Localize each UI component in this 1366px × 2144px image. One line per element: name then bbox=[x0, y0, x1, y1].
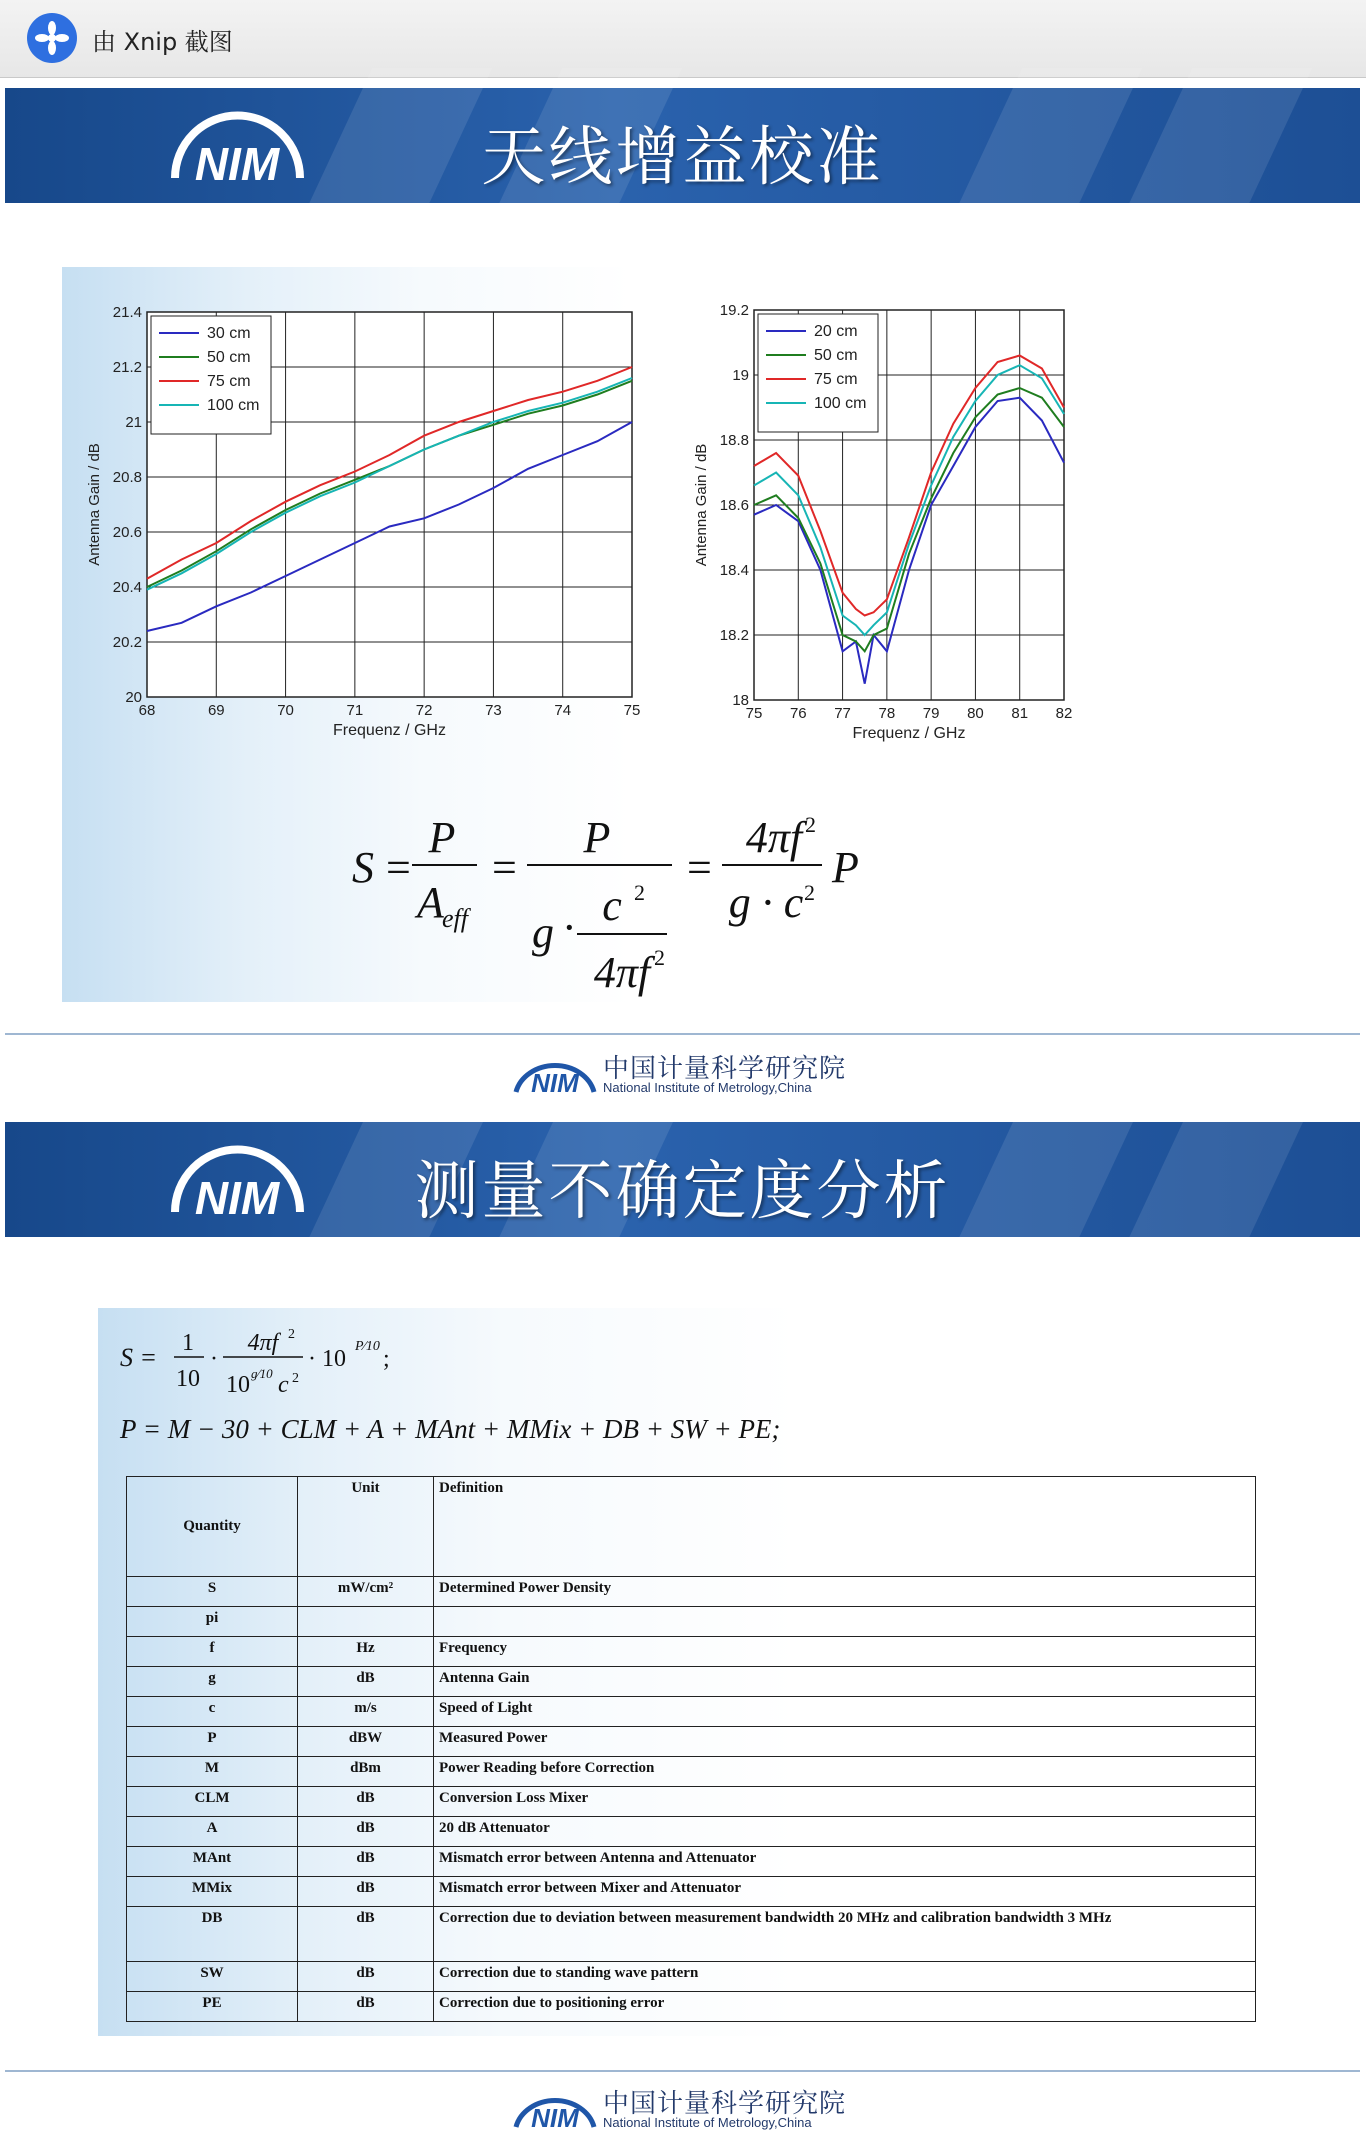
table-row bbox=[127, 1847, 1256, 1877]
formula-t2-den-g: g bbox=[532, 908, 554, 957]
unit-cell: dB bbox=[298, 1907, 434, 1962]
institute-name-cn: 中国计量科学研究院 bbox=[603, 1054, 847, 1084]
x-tick-label: 79 bbox=[922, 705, 940, 722]
unit-cell: dB bbox=[298, 1787, 434, 1817]
definition-cell: Speed of Light bbox=[434, 1697, 1256, 1727]
table-row bbox=[127, 1907, 1256, 1962]
unit-cell: dB bbox=[298, 1847, 434, 1877]
window-title: 由 Xnip 截图 bbox=[92, 28, 233, 56]
definition-cell: Correction due to standing wave pattern bbox=[434, 1962, 1256, 1992]
power-density-equation bbox=[118, 1320, 538, 1415]
nim-small-logo bbox=[512, 1052, 598, 1096]
x-axis-label: Frequenz / GHz bbox=[852, 725, 966, 742]
formula-t2-inner-den: 4πf bbox=[593, 948, 651, 997]
y-tick-label: 18.2 bbox=[719, 627, 749, 644]
y-axis-label: Antenna Gain / dB bbox=[86, 443, 103, 566]
slide1-footer bbox=[512, 1048, 847, 1100]
svg-text:2: 2 bbox=[292, 1371, 299, 1386]
definition-cell bbox=[434, 1607, 1256, 1637]
quantity-cell: CLM bbox=[127, 1787, 298, 1817]
legend-label: 75 cm bbox=[207, 373, 251, 390]
y-tick-label: 18.6 bbox=[719, 497, 749, 514]
scissors-icon bbox=[35, 21, 69, 55]
svg-text:4πf: 4πf bbox=[247, 1330, 279, 1356]
y-tick-label: 21.2 bbox=[112, 359, 142, 376]
table-row bbox=[127, 1757, 1256, 1787]
power-density-formula bbox=[342, 802, 982, 1002]
svg-text:=: = bbox=[492, 843, 517, 892]
svg-text:;: ; bbox=[383, 1346, 390, 1372]
quantity-cell: SW bbox=[127, 1962, 298, 1992]
formula-t3-tail: P bbox=[832, 843, 859, 892]
institute-name-en: National Institute of Metrology,China bbox=[603, 2115, 812, 2130]
definition-cell: Antenna Gain bbox=[434, 1667, 1256, 1697]
unit-cell: dBm bbox=[298, 1757, 434, 1787]
unit-cell: mW/cm² bbox=[298, 1577, 434, 1607]
legend-label: 20 cm bbox=[814, 323, 858, 340]
quantities-table bbox=[126, 1476, 1256, 2022]
measured-power-equation: P = M − 30 + CLM + A + MAnt + MMix + DB + SW + PE; bbox=[120, 1414, 781, 1444]
institute-name-en: National Institute of Metrology,China bbox=[603, 1080, 812, 1095]
x-tick-label: 76 bbox=[789, 705, 807, 722]
y-tick-label: 21 bbox=[125, 414, 142, 431]
definition-cell: Power Reading before Correction bbox=[434, 1757, 1256, 1787]
svg-text:NIM: NIM bbox=[531, 1068, 579, 1098]
table-row bbox=[127, 1962, 1256, 1992]
svg-text:=: = bbox=[687, 843, 712, 892]
y-tick-label: 21.4 bbox=[112, 304, 142, 321]
slide1-content bbox=[62, 267, 1097, 1002]
svg-text:2: 2 bbox=[288, 1327, 295, 1342]
legend-label: 50 cm bbox=[814, 347, 858, 364]
x-tick-label: 68 bbox=[138, 702, 156, 719]
x-tick-label: 81 bbox=[1011, 705, 1029, 722]
svg-text:·: · bbox=[562, 903, 577, 952]
x-tick-label: 72 bbox=[415, 702, 433, 719]
quantity-cell: P bbox=[127, 1727, 298, 1757]
table-row bbox=[127, 1577, 1256, 1607]
slide1-title: 天线增益校准 bbox=[481, 121, 884, 195]
legend-label: 100 cm bbox=[814, 395, 867, 412]
formula-t1-num: P bbox=[428, 813, 456, 862]
slide2-title: 测量不确定度分析 bbox=[414, 1155, 951, 1229]
definition-cell: Mismatch error between Antenna and Attenuator bbox=[434, 1847, 1256, 1877]
y-tick-label: 20.8 bbox=[112, 469, 142, 486]
unit-cell: dB bbox=[298, 1877, 434, 1907]
svg-text:· 10: · 10 bbox=[308, 1346, 346, 1372]
table-row bbox=[127, 1992, 1256, 2022]
header-quantity: Quantity bbox=[127, 1477, 298, 1577]
formula-t3-num: 4πf bbox=[745, 813, 803, 862]
svg-text:S =: S = bbox=[120, 1343, 158, 1372]
formula-lhs: S bbox=[352, 843, 374, 892]
unit-cell: m/s bbox=[298, 1697, 434, 1727]
table-row bbox=[127, 1787, 1256, 1817]
svg-text:2: 2 bbox=[804, 880, 815, 905]
x-tick-label: 82 bbox=[1055, 705, 1073, 722]
svg-text:g⁄10: g⁄10 bbox=[251, 1366, 273, 1381]
x-tick-label: 75 bbox=[623, 702, 641, 719]
table-row bbox=[127, 1637, 1256, 1667]
svg-text:=: = bbox=[386, 843, 411, 892]
y-tick-label: 20.6 bbox=[112, 524, 142, 541]
x-axis-label: Frequenz / GHz bbox=[333, 722, 446, 739]
unit-cell: dB bbox=[298, 1962, 434, 1992]
svg-text:NIM: NIM bbox=[194, 1172, 280, 1224]
slide2-footer-divider bbox=[5, 2070, 1360, 2072]
quantity-cell: MAnt bbox=[127, 1847, 298, 1877]
x-tick-label: 71 bbox=[346, 702, 364, 719]
definition-cell: Correction due to deviation between measurement bandwidth 20 MHz and calibration bandwidth 3 MHz bbox=[434, 1907, 1256, 1962]
definition-cell: Conversion Loss Mixer bbox=[434, 1787, 1256, 1817]
x-tick-label: 74 bbox=[554, 702, 572, 719]
definition-cell: Determined Power Density bbox=[434, 1577, 1256, 1607]
quantity-cell: g bbox=[127, 1667, 298, 1697]
quantity-cell: PE bbox=[127, 1992, 298, 2022]
x-tick-label: 80 bbox=[967, 705, 984, 722]
xnip-app-icon[interactable] bbox=[27, 13, 77, 63]
svg-text:1: 1 bbox=[182, 1330, 194, 1356]
x-tick-label: 75 bbox=[745, 705, 763, 722]
svg-text:NIM: NIM bbox=[194, 138, 280, 190]
y-tick-label: 18.4 bbox=[719, 562, 749, 579]
x-tick-label: 73 bbox=[485, 702, 502, 719]
unit-cell bbox=[298, 1607, 434, 1637]
unit-cell: Hz bbox=[298, 1637, 434, 1667]
table-header-row bbox=[127, 1477, 1256, 1577]
slide1-footer-divider bbox=[5, 1033, 1360, 1035]
svg-text:10: 10 bbox=[176, 1366, 200, 1392]
window-titlebar bbox=[0, 0, 1366, 78]
formula-t1-den-sub: eff bbox=[442, 904, 468, 933]
formula-t2-num: P bbox=[583, 813, 611, 862]
unit-cell: dB bbox=[298, 1992, 434, 2022]
table-row bbox=[127, 1697, 1256, 1727]
formula-t2-inner-num: c bbox=[602, 881, 622, 930]
y-tick-label: 20 bbox=[125, 689, 142, 706]
definition-cell: Mismatch error between Mixer and Attenuator bbox=[434, 1877, 1256, 1907]
table-row bbox=[127, 1877, 1256, 1907]
slide1-banner bbox=[5, 88, 1360, 203]
quantity-cell: S bbox=[127, 1577, 298, 1607]
unit-cell: dB bbox=[298, 1817, 434, 1847]
legend-label: 75 cm bbox=[814, 371, 858, 388]
svg-text:P⁄10: P⁄10 bbox=[355, 1339, 380, 1354]
nim-small-logo bbox=[512, 2087, 598, 2131]
definition-cell: Frequency bbox=[434, 1637, 1256, 1667]
unit-cell: dBW bbox=[298, 1727, 434, 1757]
svg-text:2: 2 bbox=[634, 880, 645, 905]
quantity-cell: c bbox=[127, 1697, 298, 1727]
slide2-footer bbox=[512, 2083, 847, 2135]
definition-cell: Correction due to positioning error bbox=[434, 1992, 1256, 2022]
svg-text:c: c bbox=[278, 1372, 289, 1398]
quantity-cell: DB bbox=[127, 1907, 298, 1962]
unit-cell: dB bbox=[298, 1667, 434, 1697]
institute-name-cn: 中国计量科学研究院 bbox=[603, 2089, 847, 2119]
y-axis-label: Antenna Gain / dB bbox=[693, 443, 710, 567]
y-tick-label: 20.4 bbox=[112, 579, 142, 596]
x-tick-label: 78 bbox=[878, 705, 896, 722]
antenna-gain-chart-68-75 bbox=[62, 267, 641, 767]
y-tick-label: 19.2 bbox=[719, 302, 749, 319]
svg-text:·: · bbox=[210, 1346, 218, 1372]
quantity-cell: pi bbox=[127, 1607, 298, 1637]
slide2-banner bbox=[5, 1122, 1360, 1237]
slide2-content bbox=[98, 1308, 1263, 2036]
y-tick-label: 18 bbox=[732, 692, 749, 709]
svg-text:2: 2 bbox=[654, 945, 665, 970]
header-definition: Definition bbox=[434, 1477, 1256, 1577]
y-tick-label: 18.8 bbox=[719, 432, 749, 449]
quantity-cell: MMix bbox=[127, 1877, 298, 1907]
x-tick-label: 77 bbox=[834, 705, 851, 722]
table-row bbox=[127, 1817, 1256, 1847]
definition-cell: 20 dB Attenuator bbox=[434, 1817, 1256, 1847]
x-tick-label: 69 bbox=[207, 702, 225, 719]
quantity-cell: f bbox=[127, 1637, 298, 1667]
table-row bbox=[127, 1607, 1256, 1637]
y-tick-label: 20.2 bbox=[112, 634, 142, 651]
legend-label: 50 cm bbox=[207, 349, 251, 366]
svg-text:2: 2 bbox=[805, 812, 816, 837]
formula-t1-den-a: A bbox=[417, 878, 444, 927]
x-tick-label: 70 bbox=[277, 702, 294, 719]
legend-label: 100 cm bbox=[207, 397, 260, 414]
header-unit: Unit bbox=[298, 1477, 434, 1577]
quantity-cell: A bbox=[127, 1817, 298, 1847]
table-row bbox=[127, 1667, 1256, 1697]
y-tick-label: 19 bbox=[732, 367, 749, 384]
table-row bbox=[127, 1727, 1256, 1757]
formula-t3-den: g · c bbox=[728, 878, 804, 927]
svg-text:NIM: NIM bbox=[531, 2103, 579, 2133]
legend-label: 30 cm bbox=[207, 325, 251, 342]
definition-cell: Measured Power bbox=[434, 1727, 1256, 1757]
svg-text:10: 10 bbox=[226, 1372, 250, 1398]
antenna-gain-chart-75-82 bbox=[672, 267, 1092, 767]
quantity-cell: M bbox=[127, 1757, 298, 1787]
